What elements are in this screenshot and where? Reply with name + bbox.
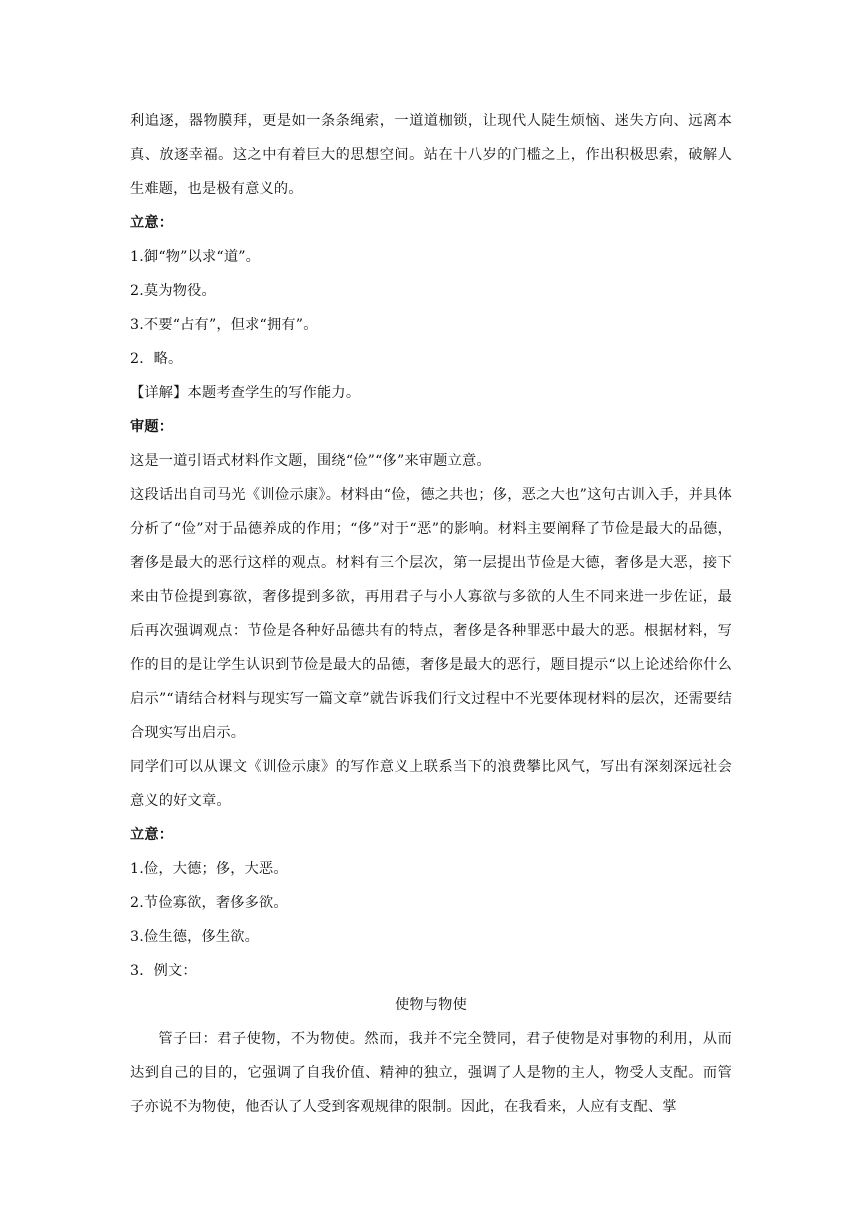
paragraph-intro: 利追逐，器物膜拜，更是如一条条绳索，一道道枷锁，让现代人陡生烦恼、迷失方向、远离本真、放逐幸福。这之中有着巨大的思想空间。站在十八岁的门槛之上，作出积极思索，破解人生难题，也是极有意义的。 — [130, 113, 732, 197]
essay-paragraph: 管子曰：君子使物，不为物使。然而，我并不完全赞同，君子使物是对事物的利用，从而达到自己的目的，它强调了自我价值、精神的独立，强调了人是物的主人，物受人支配。而管子亦说不为物使，他否认了人受到客观规律的限制。因此，在我看来，人应有支配、掌 — [130, 1031, 732, 1115]
heading-shenti: 审题： — [130, 419, 174, 435]
heading-liyi-1: 立意： — [130, 215, 174, 231]
list-item: 1.俭，大德；侈，大恶。 — [130, 861, 288, 877]
list-item: 1.御“物”以求“道”。 — [130, 249, 261, 265]
answer-2: 2．略。 — [130, 351, 183, 367]
paragraph-shenti-2: 这段话出自司马光《训俭示康》。材料由“俭，德之共也；侈，恶之大也”这句古训入手，并具体分析了“俭”对于品德养成的作用；“侈”对于“恶”的影响。材料主要阐释了节俭是最大的品德，奢侈是最大的恶行这样的观点。材料有三个层次，第一层提出节俭是大德，奢侈是大恶，接下来由节俭提到寡欲，奢侈提到多欲，再用君子与小人寡欲与多欲的人生不同来进一步佐证，最后再次强调观点：节俭是各种好品德共有的特点，奢侈是各种罪恶中最大的恶。根据材料，写作的目的是让学生认识到节俭是最大的品德，奢侈是最大的恶行，题目提示“以上论述给你什么启示”“请结合材料与现实写一篇文章”就告诉我们行文过程中不光要体现材料的层次，还需要结合现实写出启示。 — [130, 487, 732, 741]
list-item: 3.俭生德，侈生欲。 — [130, 929, 260, 945]
example-label: 3．例文： — [130, 963, 197, 979]
paragraph-shenti-1: 这是一道引语式材料作文题，围绕“俭”“侈”来审题立意。 — [130, 453, 491, 469]
list-item: 2.莫为物役。 — [130, 283, 216, 299]
detail-line: 【详解】本题考查学生的写作能力。 — [130, 385, 361, 401]
heading-liyi-2: 立意： — [130, 827, 174, 843]
essay-title: 使物与物使 — [395, 997, 467, 1013]
paragraph-shenti-3: 同学们可以从课文《训俭示康》的写作意义上联系当下的浪费攀比风气，写出有深刻深远社会意义的好文章。 — [130, 759, 732, 809]
list-item: 3.不要“占有”，但求“拥有”。 — [130, 317, 318, 333]
list-item: 2.节俭寡欲，奢侈多欲。 — [130, 895, 288, 911]
